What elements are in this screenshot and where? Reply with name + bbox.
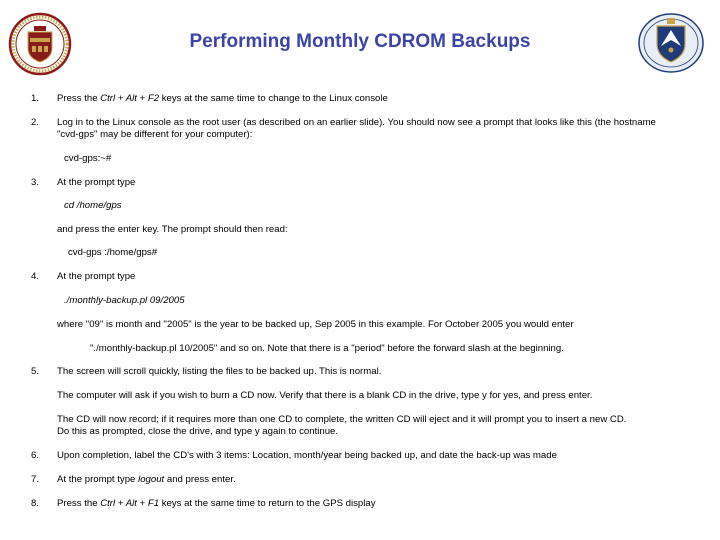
step-number: 7.	[31, 474, 40, 485]
step-text: and press the enter key. The prompt should then read:	[57, 224, 288, 235]
step-number: 1.	[31, 93, 40, 104]
step-text: Log in to the Linux console as the root user (as described on an earlier slide). You should now see a prompt that looks like this (the hostname	[57, 117, 656, 128]
step-text: At the prompt type	[57, 271, 136, 282]
command-text: cd /home/gps	[64, 200, 122, 211]
step-text: "cvd-gps" may be different for your computer):	[57, 129, 253, 140]
command-text: ./monthly-backup.pl 09/2005	[64, 295, 185, 306]
step-number: 4.	[31, 271, 40, 282]
step-text: The computer will ask if you wish to burn a CD now. Verify that there is a blank CD in the drive, type y for yes, and press enter.	[57, 390, 593, 401]
console-prompt: cvd-gps:~#	[64, 153, 112, 164]
step-text: The CD will now record; if it requires more than one CD to complete, the written CD will eject and it will prompt you to insert a new CD.	[57, 414, 627, 425]
step-number: 3.	[31, 177, 40, 188]
page-title: Performing Monthly CDROM Backups	[189, 31, 531, 52]
step-text: At the prompt type	[57, 177, 136, 188]
step-text: "./monthly-backup.pl 10/2005" and so on. Note that there is a "period" before the forward slash at the beginning.	[90, 343, 564, 354]
step-number: 2.	[31, 117, 40, 128]
step-text: The screen will scroll quickly, listing the files to be backed up. This is normal.	[57, 366, 382, 377]
step-text: Do this as prompted, close the drive, and type y again to continue.	[57, 426, 339, 437]
step-text: where "09" is month and "2005" is the year to be backed up, Sep 2005 in this example. For October 2005 you would enter	[57, 319, 574, 330]
step-number: 5.	[31, 366, 40, 377]
step-text: Upon completion, label the CD's with 3 items: Location, month/year being backed up, and date the back-up was made	[57, 450, 557, 461]
step-text: Press the Ctrl + Alt + F1 keys at the same time to return to the GPS display	[57, 498, 376, 509]
console-prompt: cvd-gps :/home/gps#	[68, 247, 158, 258]
step-number: 8.	[31, 498, 40, 509]
step-text: Press the Ctrl + Alt + F2 keys at the same time to change to the Linux console	[57, 93, 388, 104]
step-number: 6.	[31, 450, 40, 461]
step-text: At the prompt type logout and press enter.	[57, 474, 236, 485]
